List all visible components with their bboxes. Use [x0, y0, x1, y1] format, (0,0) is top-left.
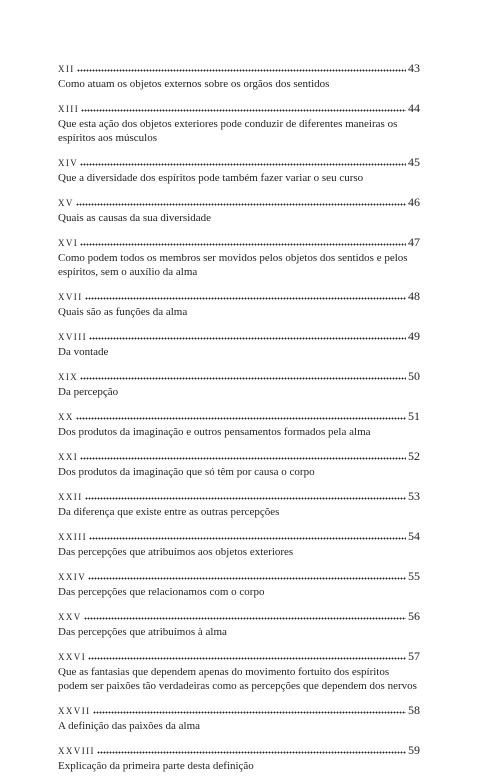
chapter-numeral: XIX	[58, 372, 79, 382]
toc-entry-header	[58, 368, 420, 384]
toc-entry-header	[58, 568, 420, 584]
toc-entry-header	[58, 194, 420, 210]
toc-entry	[58, 100, 420, 154]
toc-entry	[58, 194, 420, 234]
page-number: 53	[408, 489, 420, 503]
chapter-numeral: XXI	[58, 452, 79, 462]
toc-entry	[58, 448, 420, 488]
page-number: 49	[408, 329, 420, 343]
chapter-numeral: XIV	[58, 158, 79, 168]
chapter-numeral: XV	[58, 198, 74, 208]
chapter-title: Que as fantasias que dependem apenas do movimento fortuito dos espíritos podem ser paixões tão verdadeiras como as percepções que dependem dos nervos	[58, 666, 417, 692]
chapter-numeral: XXVI	[58, 652, 87, 662]
page-number: 48	[408, 289, 420, 303]
chapter-numeral: XVII	[58, 292, 83, 302]
toc-entry-header	[58, 488, 420, 504]
toc-entry-header	[58, 100, 420, 116]
page-number: 55	[408, 569, 420, 583]
chapter-numeral: XXV	[58, 612, 82, 622]
page-number: 44	[408, 101, 420, 115]
dot-leader	[76, 409, 406, 420]
toc-entry-header	[58, 408, 420, 424]
chapter-title: Da diferença que existe entre as outras percepções	[58, 506, 280, 518]
dot-leader	[81, 101, 406, 112]
table-of-contents	[58, 60, 420, 782]
chapter-numeral: XVI	[58, 238, 79, 248]
chapter-title: Quais as causas da sua diversidade	[58, 212, 212, 224]
page-number: 51	[408, 409, 420, 423]
dot-leader	[76, 195, 406, 206]
dot-leader	[97, 743, 406, 754]
toc-entry	[58, 568, 420, 608]
chapter-title: Dos produtos da imaginação que só têm por causa o corpo	[58, 466, 315, 478]
chapter-numeral: XX	[58, 412, 74, 422]
page-number: 57	[408, 649, 420, 663]
page-number: 46	[408, 195, 420, 209]
toc-entry-header	[58, 528, 420, 544]
toc-entry-header	[58, 288, 420, 304]
page-number: 52	[408, 449, 420, 463]
chapter-numeral: XXIII	[58, 532, 87, 542]
dot-leader	[85, 489, 406, 500]
toc-entry	[58, 328, 420, 368]
page-number: 43	[408, 61, 420, 75]
toc-entry	[58, 488, 420, 528]
dot-leader	[80, 155, 406, 166]
toc-entry-header	[58, 608, 420, 624]
dot-leader	[89, 329, 406, 340]
page-number: 59	[408, 743, 420, 757]
chapter-numeral: XXVIII	[58, 746, 95, 756]
page-number: 50	[408, 369, 420, 383]
chapter-numeral: XXIV	[58, 572, 87, 582]
page-number: 56	[408, 609, 420, 623]
toc-entry-header	[58, 702, 420, 718]
toc-entry	[58, 60, 420, 100]
dot-leader	[93, 703, 407, 714]
chapter-numeral: XXII	[58, 492, 83, 502]
dot-leader	[85, 289, 406, 300]
page-number: 47	[408, 235, 420, 249]
dot-leader	[89, 529, 406, 540]
toc-entry-header	[58, 154, 420, 170]
chapter-title: Explicação da primeira parte desta definição	[58, 760, 254, 772]
chapter-title: Que a diversidade dos espíritos pode também fazer variar o seu curso	[58, 172, 364, 184]
dot-leader	[80, 235, 406, 246]
toc-entry	[58, 368, 420, 408]
toc-entry	[58, 528, 420, 568]
toc-entry-header	[58, 648, 420, 664]
toc-entry	[58, 648, 420, 702]
chapter-title: Da vontade	[58, 346, 109, 358]
toc-entry-header	[58, 60, 420, 76]
chapter-numeral: XII	[58, 64, 75, 74]
chapter-title: Das percepções que atribuímos à alma	[58, 626, 227, 638]
chapter-title: Como atuam os objetos externos sobre os orgãos dos sentidos	[58, 78, 330, 90]
chapter-title: Que esta ação dos objetos exteriores pode conduzir de diferentes maneiras os espíritos aos músculos	[58, 118, 398, 144]
toc-entry	[58, 742, 420, 782]
toc-entry-header	[58, 328, 420, 344]
chapter-title: Quais são as funções da alma	[58, 306, 188, 318]
dot-leader	[84, 609, 406, 620]
toc-entry-header	[58, 448, 420, 464]
dot-leader	[88, 649, 406, 660]
toc-entry-header	[58, 742, 420, 758]
chapter-numeral: XIII	[58, 104, 80, 114]
dot-leader	[80, 449, 406, 460]
chapter-title: A definição das paixões da alma	[58, 720, 201, 732]
toc-entry-header	[58, 234, 420, 250]
chapter-title: Das percepções que atribuímos aos objetos exteriores	[58, 546, 294, 558]
dot-leader	[88, 569, 406, 580]
toc-entry	[58, 154, 420, 194]
toc-entry	[58, 608, 420, 648]
page-number: 54	[408, 529, 420, 543]
toc-entry	[58, 408, 420, 448]
page-number: 58	[408, 703, 420, 717]
chapter-title: Dos produtos da imaginação e outros pensamentos formados pela alma	[58, 426, 371, 438]
chapter-numeral: XXVII	[58, 706, 91, 716]
toc-entry	[58, 288, 420, 328]
chapter-title: Como podem todos os membros ser movidos pelos objetos dos sentidos e pelos espíritos, sem o auxílio da alma	[58, 252, 408, 278]
chapter-numeral: XVIII	[58, 332, 87, 342]
dot-leader	[77, 61, 406, 72]
chapter-title: Da percepção	[58, 386, 119, 398]
chapter-title: Das percepções que relacionamos com o corpo	[58, 586, 265, 598]
page-number: 45	[408, 155, 420, 169]
dot-leader	[80, 369, 406, 380]
toc-entry	[58, 702, 420, 742]
toc-entry	[58, 234, 420, 288]
